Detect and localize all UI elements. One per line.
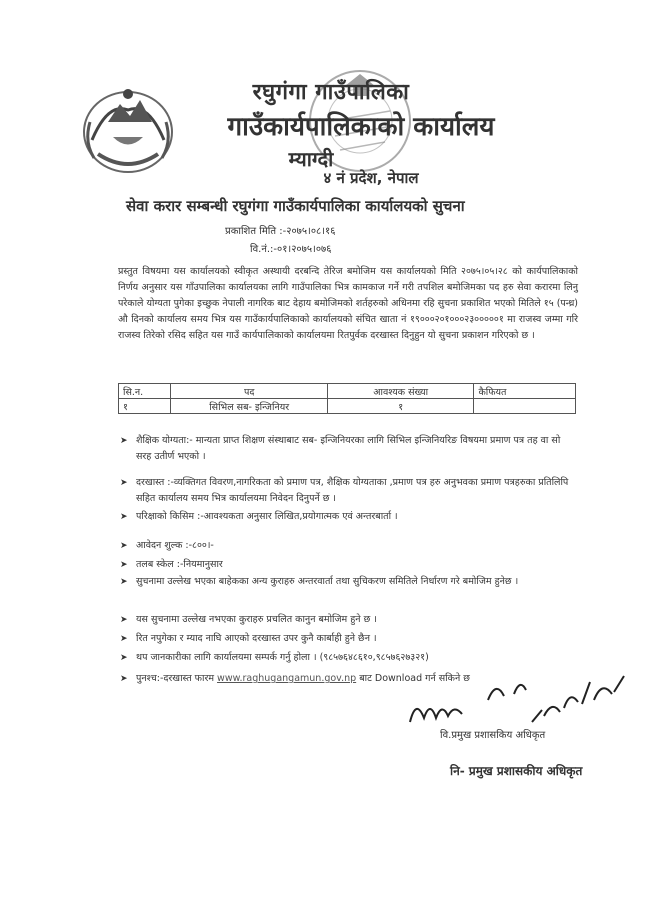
list-item (120, 509, 590, 525)
office-name: गाउँकार्यपालिकाको कार्यालय (227, 112, 495, 142)
notice-title: सेवा करार सम्बन्धी रघुगंगा गाउँकार्यपालिका कार्यालयको सुचना (126, 197, 465, 215)
postscript-prefix: पुनश्च:-दरखास्त फारम (136, 673, 215, 684)
arrow-bullet-icon: ➤ (120, 541, 128, 551)
arrow-bullet-icon: ➤ (120, 560, 128, 570)
arrow-bullet-icon: ➤ (120, 436, 128, 446)
district-name: म्याग्दी (288, 147, 334, 171)
arrow-bullet-icon: ➤ (120, 577, 128, 587)
list-item (120, 631, 590, 647)
vacancy-table (118, 383, 576, 414)
table-header-post: पद (171, 384, 327, 399)
list-item (120, 538, 590, 554)
arrow-bullet-icon: ➤ (120, 512, 128, 522)
arrow-bullet-icon: ➤ (120, 674, 128, 684)
bullet-text: सुचनामा उल्लेख भएका बाहेकका अन्य कुराहरु अन्तरवार्ता तथा सुचिकरण समितिले निर्धारण गरे बमोजिम हुनेछ । (136, 576, 519, 587)
bullet-text: दरखास्त :-व्यक्तिगत विवरण,नागरिकता को प्रमाण पत्र, शैक्षिक योग्यताका ,प्रमाण पत्र हरु अनुभवका प्रमाण पत्रहरुका प्रतिलिपि सहित कार्यालय समय भित्र कार्यालयमा निवेदन दिनुपर्ने छ । (136, 477, 569, 504)
bullet-text: आवेदन शुल्क :-८००।- (136, 540, 214, 551)
bullet-text: शैक्षिक योग्यता:- मान्यता प्राप्त शिक्षण संस्थाबाट सब- इन्जिनियरका लागि सिभिल इन्जिनियरिङ विषयमा प्रमाण पत्र तह वा सो सरह उतीर्ण भएको । (136, 435, 561, 462)
municipality-name: रघुगंगा गाउँपालिका (252, 80, 410, 105)
arrow-bullet-icon: ➤ (120, 615, 128, 625)
download-link[interactable]: www.raghugangamun.gov.np (217, 673, 357, 684)
list-item (120, 557, 590, 573)
table-row (119, 399, 576, 414)
list-item (120, 433, 590, 465)
postscript-suffix: बाट Download गर्न सकिने छ (359, 673, 470, 684)
list-item (120, 574, 590, 606)
table-header-remarks: कैफियत (474, 384, 576, 399)
bullet-text: रित नपुगेका र म्याद नाघि आएको दरखास्त उपर कुनै कार्बाही हुने छैन । (136, 633, 377, 644)
table-cell-sn: १ (119, 399, 171, 414)
table-header-count: आवश्यक संख्या (327, 384, 474, 399)
chief-officer-line: नि- प्रमुख प्रशासकीय अधिकृत (450, 764, 583, 778)
reference-number: वि.नं.:-०१।२०७५।०७६ (250, 244, 332, 255)
bullet-text: तलब स्केल :-नियमानुसार (136, 559, 223, 570)
signatory-title: वि.प्रमुख प्रशासकिय अधिकृत (440, 730, 546, 741)
bullet-text: थप जानकारीका लागि कार्यालयमा सम्पर्क गर्नु होला । (९८५७६४८६१०,९८५७६२७३२१) (136, 652, 429, 663)
list-item (120, 612, 590, 628)
arrow-bullet-icon: ➤ (120, 653, 128, 663)
arrow-bullet-icon: ➤ (120, 478, 128, 488)
bullet-text: यस सुचनामा उल्लेख नभएका कुराहरु प्रचलित कानुन बमोजिम हुने छ । (136, 614, 377, 625)
table-header-row (119, 384, 576, 399)
bullet-text: परिक्षाको किसिम :-आवश्यकता अनुसार लिखित,प्रयोगात्मक एवं अन्तरबार्ता । (136, 511, 398, 522)
table-cell-post: सिभिल सब- इन्जिनियर (171, 399, 327, 414)
arrow-bullet-icon: ➤ (120, 634, 128, 644)
table-cell-remarks (474, 399, 576, 414)
province-name: ४ नं प्रदेश, नेपाल (323, 169, 419, 187)
list-item (120, 475, 590, 507)
table-cell-count: १ (327, 399, 474, 414)
published-date: प्रकाशित मिति :-२०७५।०८।१६ (225, 226, 336, 237)
body-paragraph: प्रस्तुत विषयमा यस कार्यालयको स्वीकृत अस्थायी दरबन्दि तेरिज बमोजिम यस कार्यालयको मिति २०७५।०५।२८ को कार्यपालिकाको निर्णय अनुसार यस गाँउपालिका कार्यालयका लागि गाउँपालिका भित्र कामकाज गर्ने गरी तपशिल बमोजिमका पद हरु सेवा करारमा लिनु परेकाले योग्यता पुगेका इच्छुक नेपाली नागरिक बाट देहाय बमोजिमको शर्तहरुको अधिनमा रहि सुचना प्रकाशित भएको मितिले १५ (पन्ध्र) औ दिनको कार्यालय समय भित्र यस गाउँकार्यपालिकाको कार्यालयको संचित खाता नं १९०००२०१०००२३०००००१ मा राजस्व जम्मा गरि राजस्व तिरेको रसिद सहित यस गाउँ कार्यपालिकाको कार्यालयमा रितपुर्वक दरखास्त दिनुहुन यो सुचना प्रकाशन गरिएको छ । (118, 266, 578, 341)
table-header-sn: सि.न. (119, 384, 171, 399)
